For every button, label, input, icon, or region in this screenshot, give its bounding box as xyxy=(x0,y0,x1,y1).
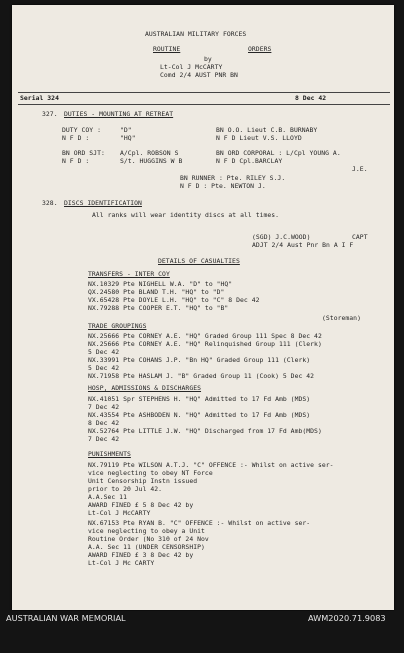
trade-row: NX.25666 Pte CORNEY A.E. "HQ" Relinquished Group 111 (Clerk) xyxy=(88,340,322,348)
storeman-note: (Storeman) xyxy=(322,314,361,322)
ord-sjt-nfd: N F D : xyxy=(62,157,90,165)
ord-cpl-line-1: BN ORD CORPORAL : L/Cpl YOUNG A. xyxy=(216,149,341,157)
footer-accession: AWM2020.71.9083 xyxy=(308,613,386,623)
bn-oo-line-1: BN O.O. Lieut C.B. BURNABY xyxy=(216,126,318,134)
hosp-row: NX.52764 Pte LITTLE J.W. "HQ" Discharged from 17 Fd Amb(MDS) xyxy=(88,427,322,435)
serial-number: Serial 324 xyxy=(20,94,59,102)
punishment-line: AWARD FINED £ 3 8 Dec 42 by xyxy=(88,551,194,559)
punishment-line: AWARD FINED £ 5 8 Dec 42 by xyxy=(88,501,194,509)
bn-oo-line-2: N F D Lieut V.S. LLOYD xyxy=(216,134,302,142)
casualties-title: DETAILS OF CASUALTIES xyxy=(158,257,240,265)
trade-row: 5 Dec 42 xyxy=(88,364,120,372)
runner-line-1: BN RUNNER : Pte. RILEY S.J. xyxy=(180,174,286,182)
ord-sjt-name-2: S/t. HUGGINS W B xyxy=(120,157,183,165)
section-328-title: DISCS IDENTIFICATION xyxy=(64,199,142,207)
section-327-number: 327. xyxy=(42,110,58,118)
transfer-row: VX.65428 Pte DOYLE L.H. "HQ" to "C" 8 Dec 42 xyxy=(88,296,260,304)
top-rule xyxy=(18,92,390,93)
by-label: by xyxy=(204,55,212,63)
punishment-line: NX.67153 Pte RYAN B. "C" OFFENCE :- Whilst on active ser- xyxy=(88,519,311,527)
punishment-line: A.A.Sec 11 xyxy=(88,493,127,501)
trade-row: NX.25666 Pte CORNEY A.E. "HQ" Graded Group 111 Spec 8 Dec 42 xyxy=(88,332,322,340)
hosp-row: NX.43554 Pte ASHBODEN N. "HQ" Admitted to 17 Fd Amb (MDS) xyxy=(88,411,311,419)
transfer-row: NX.10329 Pte NIGHELL W.A. "D" to "HQ" xyxy=(88,280,233,288)
punishment-line: Lt-Col J Mc CARTY xyxy=(88,559,155,567)
trade-row: NX.71958 Pte HASLAM J. "B" Graded Group 11 (Cook) 5 Dec 42 xyxy=(88,372,315,380)
punishment-line: Lt-Col J McCARTY xyxy=(88,509,151,517)
serial-date: 8 Dec 42 xyxy=(295,94,327,102)
transfer-row: QX.24580 Pte BLAND T.H. "HQ" to "D" xyxy=(88,288,225,296)
punishments-title: PUNISHMENTS xyxy=(88,450,131,458)
serial-rule xyxy=(18,104,390,105)
punishment-line: Unit Censorship Instn issued xyxy=(88,477,198,485)
signature-capt: CAPT xyxy=(352,233,368,241)
ord-sjt-name-1: A/Cpl. ROBSON S xyxy=(120,149,179,157)
ord-cpl-line-3: J.E. xyxy=(352,165,368,173)
punishment-line: Routine Order (No 310 of 24 Nov xyxy=(88,535,209,543)
duty-coy-value: "D" xyxy=(120,126,132,134)
trade-title: TRADE GROUPINGS xyxy=(88,322,147,330)
punishment-line: vice neglecting to obey a Unit xyxy=(88,527,205,535)
routine-label: ROUTINE xyxy=(153,45,181,53)
punishment-line: vice neglecting to obey NT Force xyxy=(88,469,213,477)
hosp-row: 8 Dec 42 xyxy=(88,419,120,427)
runner-line-2: N F D : Pte. NEWTON J. xyxy=(180,182,266,190)
section-328-number: 328. xyxy=(42,199,58,207)
transfer-row: NX.79288 Pte COOPER E.T. "HQ" to "B" xyxy=(88,304,229,312)
signature-sgd: (SGD) J.C.WOOD) xyxy=(252,233,311,241)
officer-name: Lt-Col J McCARTY xyxy=(160,63,223,71)
trade-row: NX.33991 Pte COHANS J.P. "Bn HQ" Graded Group 111 (Clerk) xyxy=(88,356,311,364)
hosp-row: NX.41051 Spr STEPHENS H. "HQ" Admitted to 17 Fd Amb (MDS) xyxy=(88,395,311,403)
duty-coy-label: DUTY COY : xyxy=(62,126,101,134)
ord-sjt-label: BN ORD SJT: xyxy=(62,149,105,157)
hosp-title: HOSP, ADMISSIONS & DISCHARGES xyxy=(88,384,202,392)
hosp-row: 7 Dec 42 xyxy=(88,403,120,411)
trade-row: 5 Dec 42 xyxy=(88,348,120,356)
punishment-line: A.A. Sec 11 (UNDER CENSORSHIP) xyxy=(88,543,205,551)
nfd-value-1: "HQ" xyxy=(120,134,136,142)
signature-adjt: ADJT 2/4 Aust Pnr Bn A I F xyxy=(252,241,354,249)
nfd-label-1: N F D : xyxy=(62,134,90,142)
ord-cpl-line-2: N F D Cpl.BARCLAY xyxy=(216,157,283,165)
punishment-line: prior to 20 Jul 42. xyxy=(88,485,163,493)
hosp-row: 7 Dec 42 xyxy=(88,435,120,443)
command-line: Comd 2/4 AUST PNR BN xyxy=(160,71,238,79)
footer-institution: AUSTRALIAN WAR MEMORIAL xyxy=(6,613,126,623)
document-page xyxy=(12,5,394,610)
transfers-title: TRANSFERS - INTER COY xyxy=(88,270,170,278)
doc-title: AUSTRALIAN MILITARY FORCES xyxy=(145,30,247,38)
section-327-title: DUTIES - MOUNTING AT RETREAT xyxy=(64,110,174,118)
section-328-text: All ranks will wear identity discs at all times. xyxy=(92,211,280,219)
orders-label: ORDERS xyxy=(248,45,272,53)
punishment-line: NX.79119 Pte WILSON A.T.J. "C" OFFENCE :- Whilst on active ser- xyxy=(88,461,334,469)
